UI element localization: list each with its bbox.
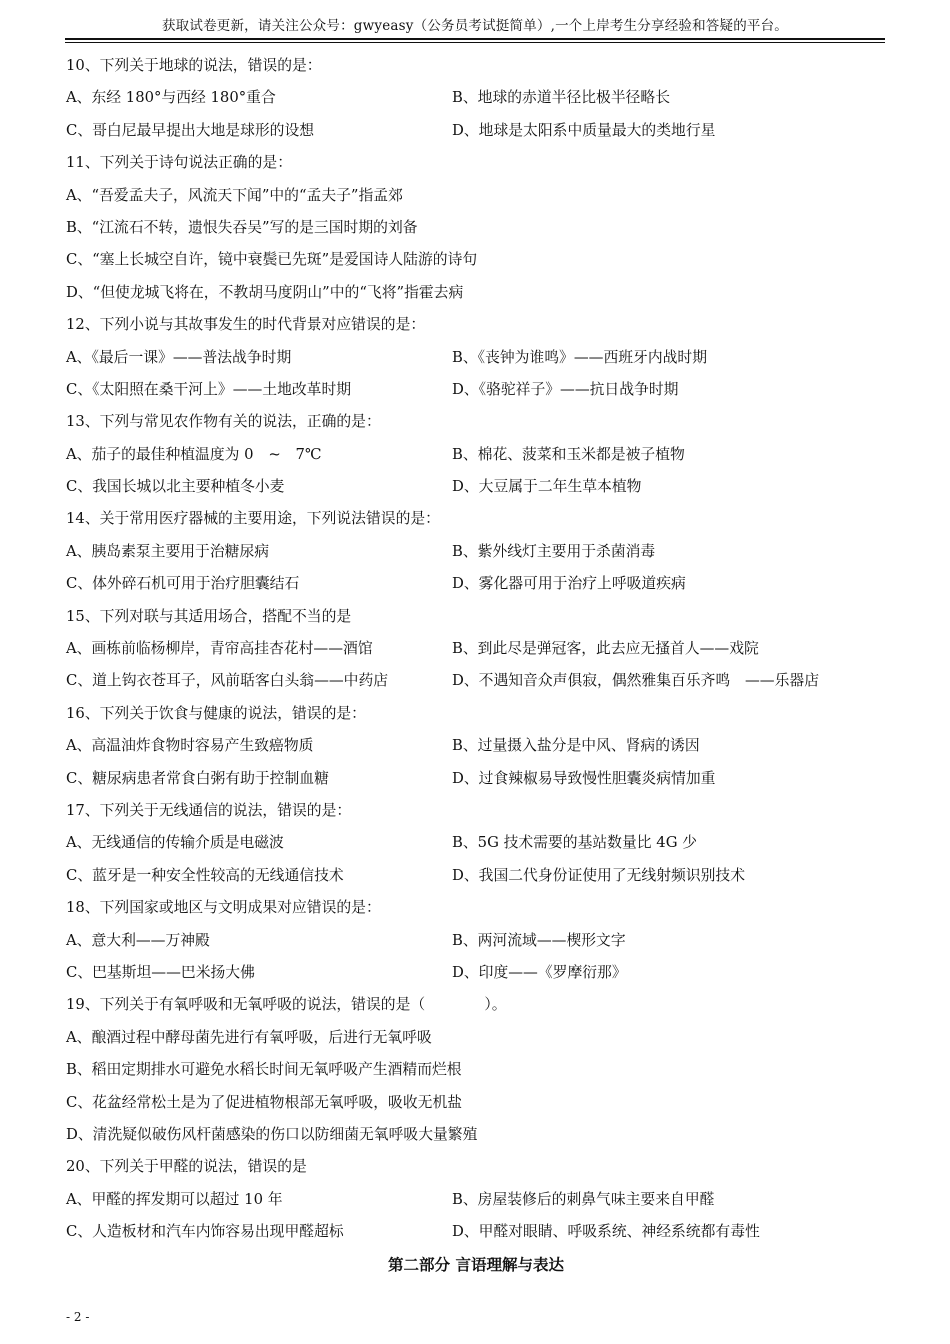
answer-option: B、稻田定期排水可避免水稻长时间无氧呼吸产生酒精而烂根 [66, 1061, 462, 1079]
answer-option: C、巴基斯坦——巴米扬大佛 [66, 963, 255, 981]
answer-option: D、《骆驼祥子》——抗日战争时期 [452, 380, 679, 398]
option-row [66, 1054, 886, 1086]
option-row [66, 1184, 886, 1216]
section-title: 第二部分 言语理解与表达 [388, 1255, 564, 1275]
question-stem: 20、下列关于甲醛的说法，错误的是 [66, 1158, 307, 1176]
answer-option: D、大豆属于二年生草本植物 [452, 478, 642, 496]
answer-option: A、甲醛的挥发期可以超过 10 年 [66, 1190, 283, 1208]
option-row [66, 1022, 886, 1054]
page-header: 获取试卷更新，请关注公众号：gwyeasy（公务员考试挺简单）,一个上岸考生分享经验和答疑的平台。 [161, 18, 788, 34]
answer-option: B、5G 技术需要的基站数量比 4G 少 [452, 834, 698, 852]
answer-option: C、我国长城以北主要种植冬小麦 [66, 478, 285, 496]
answer-option: C、体外碎石机可用于治疗胆囊结石 [66, 575, 300, 593]
answer-option: D、我国二代身份证使用了无线射频识别技术 [452, 866, 746, 884]
answer-option: D、地球是太阳系中质量最大的类地行星 [452, 121, 716, 139]
option-row [66, 860, 886, 892]
question-stem: 11、下列关于诗句说法正确的是： [66, 154, 292, 172]
option-row [66, 1119, 886, 1151]
question-list [66, 50, 886, 1282]
answer-option: A、胰岛素泵主要用于治糖尿病 [66, 542, 270, 560]
option-row [66, 277, 886, 309]
answer-option: A、高温油炸食物时容易产生致癌物质 [66, 737, 314, 755]
option-row [66, 568, 886, 600]
answer-option: A、画栋前临杨柳岸，青帘高挂杏花村——酒馆 [66, 640, 373, 658]
option-row [66, 180, 886, 212]
answer-option: B、棉花、菠菜和玉米都是被子植物 [452, 445, 685, 463]
answer-option: A、《最后一课》——普法战争时期 [66, 348, 292, 366]
answer-option: D、印度——《罗摩衍那》 [452, 963, 627, 981]
answer-option: C、人造板材和汽车内饰容易出现甲醛超标 [66, 1223, 344, 1241]
answer-option: D、过食辣椒易导致慢性胆囊炎病情加重 [452, 769, 716, 787]
answer-option: B、过量摄入盐分是中风、肾病的诱因 [452, 737, 700, 755]
answer-option: D、不遇知音众声俱寂，偶然雅集百乐齐鸣 ——乐器店 [452, 672, 819, 690]
header-rule-thin [65, 42, 885, 43]
option-row [66, 115, 886, 147]
answer-option: B、《丧钟为谁鸣》——西班牙内战时期 [452, 348, 708, 366]
option-row [66, 244, 886, 276]
answer-option: B、两河流域——楔形文字 [452, 931, 626, 949]
option-row [66, 1216, 886, 1248]
answer-option: C、糖尿病患者常食白粥有助于控制血糖 [66, 769, 329, 787]
question-stem: 19、下列关于有氧呼吸和无氧呼吸的说法，错误的是（ ）。 [66, 996, 507, 1014]
answer-option: B、到此尽是弹冠客，此去应无搔首人——戏院 [452, 640, 759, 658]
option-row [66, 925, 886, 957]
answer-option: B、房屋装修后的刺鼻气味主要来自甲醛 [452, 1190, 715, 1208]
answer-option: B、紫外线灯主要用于杀菌消毒 [452, 542, 656, 560]
answer-option: D、雾化器可用于治疗上呼吸道疾病 [452, 575, 686, 593]
page-number: - 2 - [66, 1310, 90, 1324]
answer-option: C、道上钩衣苍耳子，风前聒客白头翁——中药店 [66, 672, 389, 690]
option-row [66, 665, 886, 697]
question-stem: 16、下列关于饮食与健康的说法，错误的是： [66, 704, 366, 722]
option-row [66, 212, 886, 244]
answer-option: A、东经 180°与西经 180°重合 [66, 89, 276, 107]
option-row [66, 633, 886, 665]
answer-option: D、“但使龙城飞将在，不教胡马度阴山”中的“飞将”指霍去病 [66, 283, 464, 301]
answer-option: D、清洗疑似破伤风杆菌感染的伤口以防细菌无氧呼吸大量繁殖 [66, 1125, 478, 1143]
answer-option: B、“江流石不转，遗恨失吞吴”写的是三国时期的刘备 [66, 218, 418, 236]
answer-option: A、无线通信的传输介质是电磁波 [66, 834, 284, 852]
option-row [66, 471, 886, 503]
answer-option: B、地球的赤道半径比极半径略长 [452, 89, 671, 107]
option-row [66, 763, 886, 795]
question-stem: 14、关于常用医疗器械的主要用途，下列说法错误的是： [66, 510, 440, 528]
option-row [66, 342, 886, 374]
answer-option: C、“塞上长城空自许，镜中衰鬓已先斑”是爱国诗人陆游的诗句 [66, 251, 478, 269]
question-stem: 15、下列对联与其适用场合，搭配不当的是 [66, 607, 352, 625]
option-row [66, 439, 886, 471]
question-stem: 10、下列关于地球的说法，错误的是： [66, 57, 322, 74]
option-row [66, 374, 886, 406]
answer-option: C、蓝牙是一种安全性较高的无线通信技术 [66, 866, 344, 884]
answer-option: C、花盆经常松土是为了促进植物根部无氧呼吸，吸收无机盐 [66, 1093, 463, 1111]
question-stem: 13、下列与常见农作物有关的说法，正确的是： [66, 413, 381, 431]
option-row [66, 1087, 886, 1119]
question-stem: 18、下列国家或地区与文明成果对应错误的是： [66, 899, 381, 917]
option-row [66, 827, 886, 859]
answer-option: D、甲醛对眼睛、呼吸系统、神经系统都有毒性 [452, 1223, 760, 1241]
answer-option: A、茄子的最佳种植温度为 0 ~ 7℃ [66, 445, 322, 463]
question-stem: 12、下列小说与其故事发生的时代背景对应错误的是： [66, 316, 426, 334]
answer-option: C、《太阳照在桑干河上》——土地改革时期 [66, 380, 352, 398]
option-row [66, 536, 886, 568]
option-row [66, 730, 886, 762]
option-row [66, 957, 886, 989]
answer-option: A、酿酒过程中酵母菌先进行有氧呼吸，后进行无氧呼吸 [66, 1028, 432, 1046]
header-rule-thick [65, 38, 885, 40]
answer-option: A、“吾爱孟夫子，风流天下闻”中的“孟夫子”指孟郊 [66, 186, 403, 204]
answer-option: C、哥白尼最早提出大地是球形的设想 [66, 121, 315, 139]
question-stem: 17、下列关于无线通信的说法，错误的是： [66, 801, 352, 819]
option-row [66, 82, 886, 114]
answer-option: A、意大利——万神殿 [66, 931, 210, 949]
